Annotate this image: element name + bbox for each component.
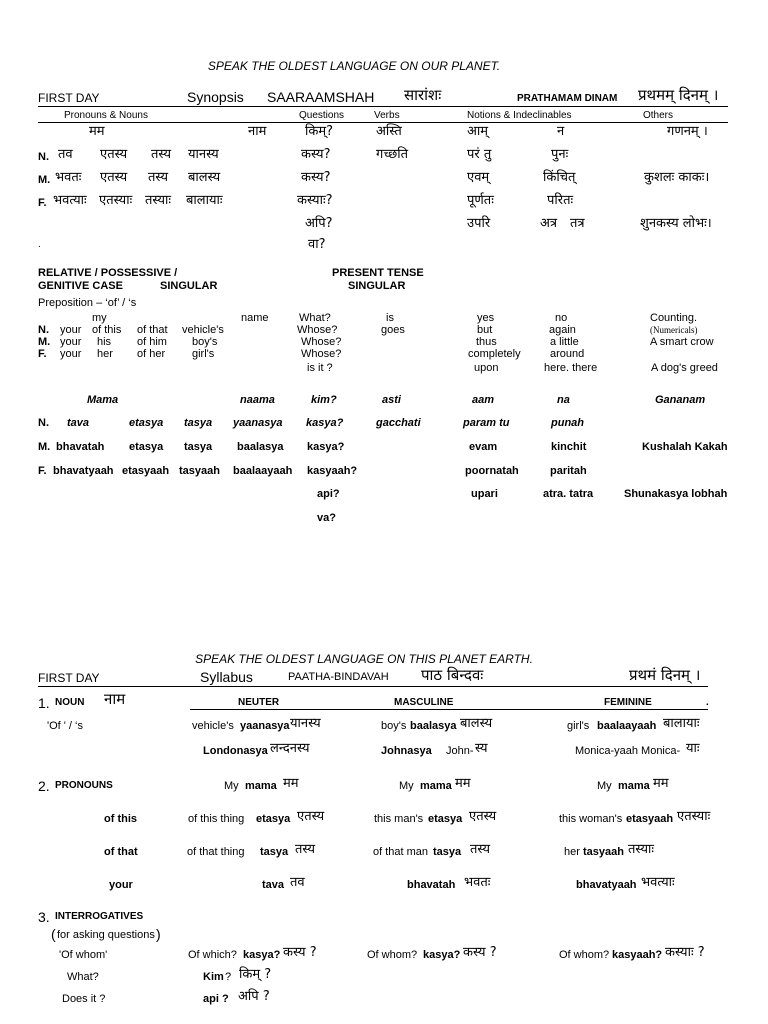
eng-cell: of that <box>137 324 168 336</box>
eng-cell: no <box>555 312 568 324</box>
gender-n: N. <box>38 151 49 163</box>
nr2-m-en: John- <box>446 745 474 757</box>
iq1-f-en: Of whom? <box>559 949 610 961</box>
tr-cell: paritah <box>550 465 587 477</box>
eng-cell: your <box>60 348 82 360</box>
pr4-f-tr: bhavatyaah <box>576 879 637 891</box>
tr-cell: gacchati <box>376 417 421 429</box>
col-head-notions: Notions & Indeclinables <box>467 110 572 121</box>
dev-cell: तत्र <box>570 216 585 231</box>
dev-cell: तस्याः <box>145 193 172 208</box>
prathamam-devanagari: प्रथमम् दिनम् । <box>638 86 719 104</box>
dev-cell: कस्याः? <box>297 193 333 208</box>
bottom-first-day: FIRST DAY <box>38 671 100 685</box>
nr1-f-dv: बालायाः <box>663 716 700 731</box>
eng-cell: is it ? <box>307 362 333 374</box>
top-banner: SPEAK THE OLDEST LANGUAGE ON OUR PLANET. <box>207 59 501 73</box>
eng-cell: A smart crow <box>650 336 714 348</box>
iq1-n-en: Of which? <box>188 949 237 961</box>
pr3-n-tr: tasya <box>260 846 289 858</box>
pr3-f-dv: तस्याः <box>628 842 655 857</box>
tr-cell: poornatah <box>465 465 519 477</box>
eng-cell: girl's <box>192 348 215 360</box>
pr2-f-tr: etasyaah <box>626 813 674 825</box>
dev-cell: एवम् <box>467 170 490 185</box>
eng-cell: upon <box>474 362 499 374</box>
eng-cell: your <box>60 324 82 336</box>
tr-cell: punah <box>551 417 584 429</box>
gender-n: N. <box>38 417 49 429</box>
eng-cell: (Numericals) <box>650 325 698 335</box>
dev-cell: गच्छति <box>376 147 408 162</box>
pr2-n-tr: etasya <box>256 813 291 825</box>
tr-cell: asti <box>382 394 401 406</box>
pr2-f-en: this woman's <box>559 813 623 825</box>
tr-cell: kasya? <box>306 417 344 429</box>
pr3-f-en: her <box>564 846 580 858</box>
tr-cell: va? <box>317 512 336 524</box>
dev-cell: आम् <box>467 124 489 139</box>
eng-cell: boy's <box>192 336 218 348</box>
pr1-m-dv: मम <box>455 776 471 791</box>
tr-cell: param tu <box>463 417 510 429</box>
feminine-heading: FEMININE <box>604 697 652 708</box>
dev-cell: वा? <box>308 237 326 252</box>
pr2-n-dv: एतस्य <box>297 809 325 824</box>
iq3-tr: api ? <box>203 993 229 1005</box>
interrogatives-sub: for asking questions <box>57 929 155 941</box>
nr1-m-en: boy's <box>381 720 407 732</box>
dev-cell: तस्य <box>151 147 172 162</box>
dev-cell: मम <box>89 124 105 139</box>
pr3-f-tr: tasyaah <box>583 846 624 858</box>
eng-cell: Whose? <box>301 348 342 360</box>
pr4-m-dv: भवतः <box>464 875 491 890</box>
eng-cell: Whose? <box>301 336 342 348</box>
pr3-n-en: of that thing <box>187 846 245 858</box>
dev-cell: न <box>557 124 565 139</box>
tr-cell: api? <box>317 488 340 500</box>
of-s-label: 'Of ' / ‘s <box>47 720 83 732</box>
pr2-m-tr: etasya <box>428 813 463 825</box>
col-head-questions: Questions <box>299 110 345 121</box>
eng-cell: vehicle's <box>182 324 224 336</box>
prathamam-label: PRATHAMAM DINAM <box>517 93 618 104</box>
eng-cell: goes <box>381 324 405 336</box>
dev-cell: परितः <box>547 193 574 208</box>
pr3-m-en: of that man <box>373 846 429 858</box>
gender-f: F. <box>38 348 47 360</box>
dev-cell: अत्र <box>540 216 558 231</box>
dev-cell: पूर्णतः <box>467 193 494 208</box>
dev-cell: कस्य? <box>301 147 331 162</box>
pr1-f-dv: मम <box>653 776 669 791</box>
neuter-heading: NEUTER <box>238 697 280 708</box>
iq1-m-dv: कस्य ? <box>463 945 497 960</box>
dev-cell: तस्य <box>148 170 169 185</box>
pr3-label: of that <box>104 846 138 858</box>
gender-n: N. <box>38 324 49 336</box>
eng-cell: her <box>97 348 113 360</box>
noun-number: 1. <box>38 695 50 711</box>
col-head-rule <box>38 122 728 123</box>
tr-cell: tava <box>67 417 90 429</box>
tr-cell: Mama <box>87 394 119 406</box>
syllabus-label: Syllabus <box>200 669 253 685</box>
tr-cell: kinchit <box>551 441 587 453</box>
pr3-m-tr: tasya <box>433 846 462 858</box>
iq3-label: Does it ? <box>62 993 106 1005</box>
tr-cell: kasyaah? <box>307 465 358 477</box>
pronouns-number: 2. <box>38 778 50 794</box>
singular-heading: SINGULAR <box>160 280 218 292</box>
nr1-n-en: vehicle's <box>192 720 234 732</box>
noun-label: NOUN <box>55 697 85 708</box>
dev-cell: एतस्याः <box>99 193 133 208</box>
nr2-m-tr: Johnasya <box>381 745 432 757</box>
eng-cell: is <box>386 312 394 324</box>
pr2-m-en: this man's <box>374 813 424 825</box>
pronouns-label: PRONOUNS <box>55 780 113 791</box>
gender-head-rule <box>190 709 708 710</box>
col-head-verbs: Verbs <box>374 110 400 121</box>
eng-cell: yes <box>477 312 495 324</box>
dev-cell: उपरि <box>467 216 491 231</box>
tr-cell: Gananam <box>655 394 706 406</box>
pr2-label: of this <box>104 813 137 825</box>
eng-cell: completely <box>468 348 521 360</box>
bottom-prathamam-devanagari: प्रथमं दिनम् । <box>629 666 701 684</box>
tr-cell: etasya <box>129 441 164 453</box>
pr2-f-dv: एतस्याः <box>677 809 711 824</box>
dev-cell: एतस्य <box>100 147 128 162</box>
dev-cell: अपि? <box>305 216 333 231</box>
tr-cell: aam <box>472 394 495 406</box>
iq2-dv: किम् ? <box>239 967 272 982</box>
tr-cell: tasya <box>184 441 213 453</box>
eng-cell: Counting. <box>650 312 698 324</box>
iq1-n-dv: कस्य ? <box>283 945 317 960</box>
eng-cell: my <box>92 312 107 324</box>
tr-cell: Shunakasya lobhah <box>624 488 728 500</box>
nr2-m-dv: स्य <box>475 741 488 756</box>
iq2-label: What? <box>67 971 99 983</box>
eng-cell: thus <box>476 336 497 348</box>
pr4-label: your <box>109 879 133 891</box>
pr1-f-tr: mama <box>618 780 650 792</box>
eng-cell: a little <box>550 336 579 348</box>
feminine-dot: . <box>706 697 709 708</box>
dev-cell: यानस्य <box>188 147 219 162</box>
tr-cell: yaanasya <box>233 417 283 429</box>
pr2-m-dv: एतस्य <box>469 809 497 824</box>
paatha-devanagari: पाठ बिन्दवः <box>421 666 484 684</box>
iq1-n-tr: kasya? <box>243 949 281 961</box>
masculine-heading: MASCULINE <box>394 697 454 708</box>
noun-devanagari: नाम <box>104 690 126 708</box>
eng-cell: again <box>549 324 576 336</box>
dev-cell: भवतः <box>55 170 82 185</box>
dev-cell: शुनकस्य लोभः। <box>640 216 712 231</box>
tr-cell: kim? <box>311 394 337 406</box>
pr1-m-tr: mama <box>420 780 452 792</box>
interr-paren-open: ( <box>51 926 56 942</box>
iq1-m-en: Of whom? <box>367 949 418 961</box>
gender-m: M. <box>38 174 51 186</box>
pr4-n-dv: तव <box>290 875 305 890</box>
dev-cell: तव <box>58 147 73 162</box>
pr4-m-tr: bhavatah <box>407 879 456 891</box>
eng-cell: Whose? <box>297 324 338 336</box>
saaraamshah-label: SAARAAMSHAH <box>267 89 375 105</box>
dev-cell: पुनः <box>551 147 569 162</box>
nr1-n-dv: यानस्य <box>290 716 321 731</box>
tr-cell: etasyaah <box>122 465 170 477</box>
pr4-n-tr: tava <box>262 879 285 891</box>
synopsis-label: Synopsis <box>187 89 244 105</box>
bottom-header-rule <box>38 686 708 687</box>
pr3-n-dv: तस्य <box>295 842 316 857</box>
eng-cell: of him <box>137 336 167 348</box>
dev-cell: कुशलः काकः। <box>644 170 710 185</box>
iq3-dv: अपि ? <box>238 989 270 1004</box>
dev-cell: भवत्याः <box>53 193 87 208</box>
pr1-n-en: My <box>224 780 239 792</box>
interr-paren-close: ) <box>156 926 161 942</box>
stray-dot: . <box>38 239 41 250</box>
genitive-heading: GENITIVE CASE <box>38 280 123 292</box>
tr-cell: tasyaah <box>179 465 220 477</box>
present-singular-heading: SINGULAR <box>348 280 406 292</box>
dev-cell: परं तु <box>467 147 492 162</box>
iq1-f-tr: kasyaah? <box>612 949 663 961</box>
tr-cell: Kushalah Kakah <box>642 441 728 453</box>
gender-m: M. <box>38 441 51 453</box>
dev-cell: कस्य? <box>301 170 331 185</box>
eng-cell: A dog's greed <box>651 362 718 374</box>
dev-cell: नाम <box>248 124 267 139</box>
eng-cell: of this <box>92 324 122 336</box>
iq2-tr: Kim <box>203 971 224 983</box>
pr1-n-dv: मम <box>283 776 299 791</box>
tr-cell: baalaayaah <box>233 465 293 477</box>
dev-cell: बालस्य <box>188 170 221 185</box>
pr2-n-en: of this thing <box>188 813 245 825</box>
eng-cell: his <box>97 336 112 348</box>
pr1-n-tr: mama <box>245 780 277 792</box>
tr-cell: bhavatah <box>56 441 105 453</box>
tr-cell: etasya <box>129 417 164 429</box>
iq1-label: 'Of whom' <box>59 949 108 961</box>
present-tense-heading: PRESENT TENSE <box>332 267 424 279</box>
pr3-m-dv: तस्य <box>470 842 491 857</box>
dev-cell: किंचित् <box>543 170 576 185</box>
nr2-n-dv: लन्दनस्य <box>270 741 310 756</box>
pr4-f-dv: भवत्याः <box>641 875 675 890</box>
tr-cell: baalasya <box>237 441 284 453</box>
nr2-n-tr: Londonasya <box>203 745 268 757</box>
col-head-others: Others <box>643 110 674 121</box>
gender-f: F. <box>38 197 47 209</box>
tr-cell: na <box>557 394 570 406</box>
tr-cell: bhavatyaah <box>53 465 114 477</box>
dev-cell: अस्ति <box>376 124 402 139</box>
preposition-note: Preposition – ‘of’ / ‘s <box>38 297 137 309</box>
iq1-m-tr: kasya? <box>423 949 461 961</box>
eng-cell: What? <box>299 312 331 324</box>
nr1-n-tr: yaanasya <box>240 720 290 732</box>
eng-cell: but <box>477 324 493 336</box>
pr1-f-en: My <box>597 780 612 792</box>
eng-cell: here. there <box>544 362 598 374</box>
interrogatives-label: INTERROGATIVES <box>55 911 144 922</box>
bottom-banner: SPEAK THE OLDEST LANGUAGE ON THIS PLANET EARTH. <box>195 652 533 666</box>
eng-cell: name <box>241 312 269 324</box>
tr-cell: naama <box>240 394 275 406</box>
eng-cell: your <box>60 336 82 348</box>
top-header-rule <box>38 106 728 107</box>
dev-cell: बालायाः <box>186 193 223 208</box>
interrogatives-number: 3. <box>38 909 50 925</box>
dev-cell: एतस्य <box>100 170 128 185</box>
paatha-label: PAATHA-BINDAVAH <box>288 671 389 683</box>
tr-cell: upari <box>471 488 498 500</box>
eng-cell: of her <box>137 348 166 360</box>
nr1-m-tr: baalasya <box>410 720 457 732</box>
relative-heading: RELATIVE / POSSESSIVE / <box>38 267 178 279</box>
gender-f: F. <box>38 465 47 477</box>
dev-cell: किम्? <box>305 124 334 139</box>
tr-cell: evam <box>469 441 498 453</box>
nr1-m-dv: बालस्य <box>460 716 493 731</box>
tr-cell: tasya <box>184 417 213 429</box>
iq2-question-mark: ? <box>225 971 232 983</box>
tr-cell: atra. tatra <box>543 488 594 500</box>
tr-cell: kasya? <box>307 441 345 453</box>
eng-cell: around <box>550 348 585 360</box>
nr1-f-tr: baalaayaah <box>597 720 657 732</box>
nr2-f-en: Monica-yaah Monica- <box>575 745 681 757</box>
dev-cell: गणनम् । <box>667 124 708 139</box>
nr2-f-dv: याः <box>686 741 700 756</box>
iq1-f-dv: कस्याः ? <box>665 945 705 960</box>
top-first-day: FIRST DAY <box>38 91 100 105</box>
nr1-f-en: girl's <box>567 720 590 732</box>
col-head-pronouns: Pronouns & Nouns <box>64 110 148 121</box>
gender-m: M. <box>38 336 51 348</box>
pr1-m-en: My <box>399 780 414 792</box>
saaraamshah-devanagari: सारांशः <box>404 86 442 104</box>
